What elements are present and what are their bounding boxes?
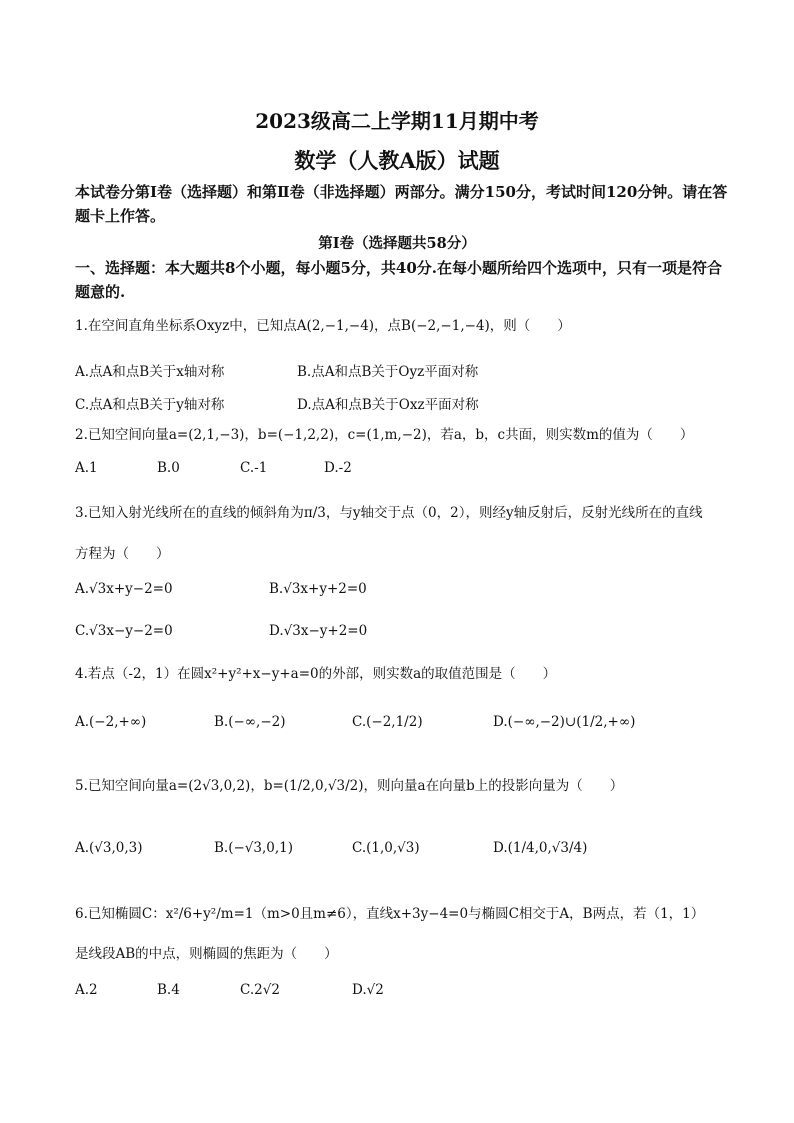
question-6-option-a: A.2 xyxy=(75,982,98,998)
question-5-option-a: A.(√3,0,3) xyxy=(75,840,143,856)
question-4-option-b: B.(−∞,−2) xyxy=(214,714,286,730)
question-6-option-b: B.4 xyxy=(157,982,180,998)
question-1-option-d: D.点A和点B关于Oxz平面对称 xyxy=(297,397,479,413)
question-1-option-a: A.点A和点B关于x轴对称 xyxy=(75,364,225,380)
question-3-option-d: D.√3x−y+2=0 xyxy=(269,623,368,639)
part-one-heading: 第Ⅰ卷（选择题共58分） xyxy=(318,235,476,252)
question-6-option-d: D.√2 xyxy=(352,982,384,998)
question-6-option-c: C.2√2 xyxy=(240,982,280,998)
question-5-option-b: B.(−√3,0,1) xyxy=(214,840,294,856)
exam-instructions: 本试卷分第Ⅰ卷（选择题）和第Ⅱ卷（非选择题）两部分。满分150分，考试时间120分钟。请在答题卡上作答。 xyxy=(75,183,728,225)
question-1-option-c: C.点A和点B关于y轴对称 xyxy=(75,397,225,413)
question-1-stem: 1.在空间直角坐标系Oxyz中，已知点A(2,−1,−4)，点B(−2,−1,−4)，则（ ） xyxy=(75,318,571,334)
question-3-option-c: C.√3x−y−2=0 xyxy=(75,623,173,639)
question-3-stem-line1: 3.已知入射光线所在的直线的倾斜角为π/3，与y轴交于点（0，2），则经y轴反射后，反射光线所在的直线 xyxy=(75,505,703,521)
question-4-stem: 4.若点（-2，1）在圆x²+y²+x−y+a=0的外部，则实数a的取值范围是（ ） xyxy=(75,666,557,682)
section-one-heading: 一、选择题：本大题共8个小题，每小题5分，共40分.在每小题所给四个选项中，只有一项是符合题意的. xyxy=(75,259,722,301)
question-2-option-c: C.-1 xyxy=(240,460,268,476)
exam-title: 2023级高二上学期11月期中考 xyxy=(255,109,539,133)
exam-subtitle: 数学（人教A版）试题 xyxy=(294,148,500,173)
question-2-stem: 2.已知空间向量a=(2,1,−3)，b=(−1,2,2)，c=(1,m,−2)，若a，b，c共面，则实数m的值为（ ） xyxy=(75,427,694,443)
question-3-stem-line2: 方程为（ ） xyxy=(75,546,170,562)
question-5-stem: 5.已知空间向量a=(2√3,0,2)，b=(1/2,0,√3/2)，则向量a在向量b上的投影向量为（ ） xyxy=(75,778,624,794)
question-3-option-a: A.√3x+y−2=0 xyxy=(75,581,173,597)
question-6-stem-line1: 6.已知椭圆C：x²/6+y²/m=1（m>0且m≠6），直线x+3y−4=0与椭圆C相交于A，B两点，若（1，1） xyxy=(75,906,705,922)
question-5-option-d: D.(1/4,0,√3/4) xyxy=(493,840,588,856)
question-2-option-b: B.0 xyxy=(157,460,180,476)
question-3-option-b: B.√3x+y+2=0 xyxy=(269,581,367,597)
question-4-option-d: D.(−∞,−2)∪(1/2,+∞) xyxy=(493,714,636,730)
question-4-option-a: A.(−2,+∞) xyxy=(75,714,147,730)
question-4-option-c: C.(−2,1/2) xyxy=(352,714,423,730)
question-5-option-c: C.(1,0,√3) xyxy=(352,840,420,856)
question-1-option-b: B.点A和点B关于Oyz平面对称 xyxy=(297,364,479,380)
question-2-option-d: D.-2 xyxy=(324,460,352,476)
question-2-option-a: A.1 xyxy=(75,460,98,476)
question-6-stem-line2: 是线段AB的中点，则椭圆的焦距为（ ） xyxy=(75,946,338,962)
